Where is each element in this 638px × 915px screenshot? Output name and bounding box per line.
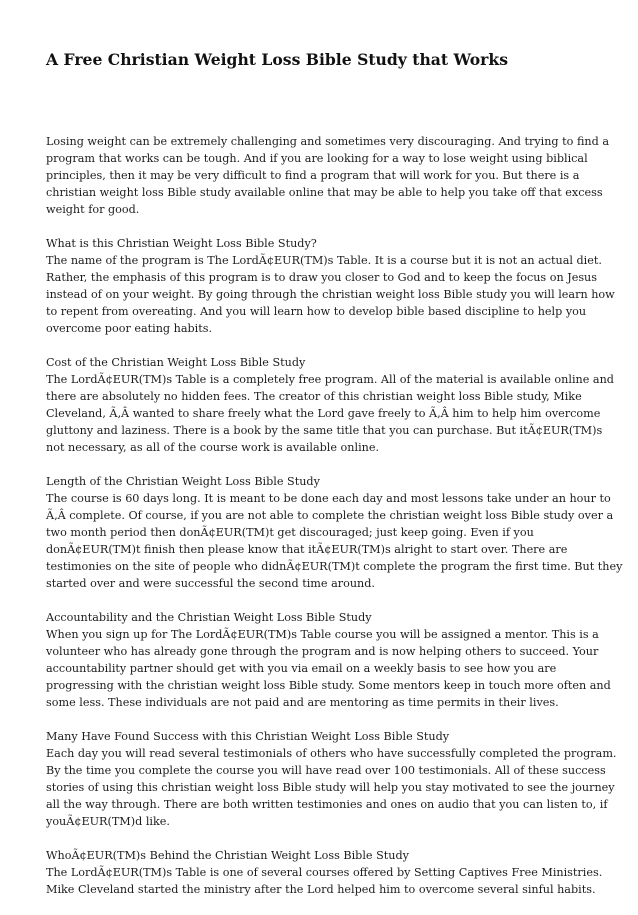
paragraph-line: The LordÃ¢EUR(TM)s Table is one of several courses offered by Setting Captives Free Ministries. xyxy=(46,866,603,879)
section-success xyxy=(46,728,617,830)
section-whos-behind xyxy=(46,847,603,898)
paragraph-line: there are absolutely no hidden fees. The creator of this christian weight loss Bible study, Mike xyxy=(46,390,582,403)
paragraph-line: By the time you complete the course you will have read over 100 testimonials. All of these success xyxy=(46,764,606,777)
paragraph-line: some less. These individuals are not paid and are mentoring as time permits in their lives. xyxy=(46,696,559,709)
paragraph-line: not necessary, as all of the course work is available online. xyxy=(46,441,380,454)
paragraph-line: volunteer who has already gone through the program and is now helping others to succeed. Your xyxy=(46,645,599,658)
section-heading: What is this Christian Weight Loss Bible Study? xyxy=(46,237,317,250)
section-heading: Length of the Christian Weight Loss Bible Study xyxy=(46,475,320,488)
paragraph-line: program that works can be tough. And if you are looking for a way to lose weight using biblical xyxy=(46,152,588,165)
paragraph-line: The course is 60 days long. It is meant to be done each day and most lessons take under an hour to xyxy=(46,492,611,505)
paragraph-line: donÃ¢EUR(TM)t finish then please know that itÃ¢EUR(TM)s alright to start over. There are xyxy=(46,543,568,556)
paragraph-line: overcome poor eating habits. xyxy=(46,322,213,335)
paragraph-line: When you sign up for The LordÃ¢EUR(TM)s Table course you will be assigned a mentor. This is a xyxy=(46,628,599,641)
document-title: A Free Christian Weight Loss Bible Study that Works xyxy=(46,50,508,69)
paragraph-line: two month period then donÃ¢EUR(TM)t get discouraged; just keep going. Even if you xyxy=(46,526,534,539)
intro-paragraph xyxy=(46,133,609,218)
paragraph-line: weight for good. xyxy=(46,203,140,216)
paragraph-line: progressing with the christian weight loss Bible study. Some mentors keep in touch more often and xyxy=(46,679,611,692)
paragraph-line: testimonies on the site of people who didnÃ¢EUR(TM)t complete the program the first time. But they xyxy=(46,560,623,573)
section-length xyxy=(46,473,623,592)
paragraph-line: christian weight loss Bible study available online that may be able to help you take off that excess xyxy=(46,186,603,199)
paragraph-line: stories of using this christian weight loss Bible study will help you stay motivated to see the journey xyxy=(46,781,615,794)
paragraph-line: started over and were successful the second time around. xyxy=(46,577,375,590)
paragraph-line: principles, then it may be very difficult to find a program that will work for you. But there is a xyxy=(46,169,580,182)
paragraph-line: gluttony and laziness. There is a book by the same title that you can purchase. But itÃ¢EUR(TM)s xyxy=(46,424,603,437)
paragraph-line: The LordÃ¢EUR(TM)s Table is a completely free program. All of the material is available online and xyxy=(46,373,614,386)
paragraph-line: Each day you will read several testimonials of others who have successfully completed the program. xyxy=(46,747,617,760)
paragraph-line: instead of on your weight. By going through the christian weight loss Bible study you will learn how xyxy=(46,288,615,301)
section-heading: WhoÃ¢EUR(TM)s Behind the Christian Weight Loss Bible Study xyxy=(46,849,409,862)
paragraph-line: Rather, the emphasis of this program is to draw you closer to God and to keep the focus on Jesus xyxy=(46,271,598,284)
section-what-is xyxy=(46,235,615,337)
paragraph-line: Losing weight can be extremely challenging and sometimes very discouraging. And trying to find a xyxy=(46,135,609,148)
document-body xyxy=(46,133,623,915)
paragraph-line: all the way through. There are both written testimonies and ones on audio that you can listen to, if xyxy=(46,798,608,811)
section-accountability xyxy=(46,609,611,711)
paragraph-line: accountability partner should get with you via email on a weekly basis to see how you are xyxy=(46,662,557,675)
section-heading: Many Have Found Success with this Christian Weight Loss Bible Study xyxy=(46,730,450,743)
section-heading: Accountability and the Christian Weight Loss Bible Study xyxy=(46,611,372,624)
paragraph-line: The name of the program is The LordÃ¢EUR(TM)s Table. It is a course but it is not an actual diet. xyxy=(46,254,602,267)
paragraph-line: Mike Cleveland started the ministry after the Lord helped him to overcome several sinful habits. xyxy=(46,883,596,896)
paragraph-line: Cleveland, Ã‚Â wanted to share freely what the Lord gave freely to Ã‚Â him to help him overcome xyxy=(46,407,601,420)
paragraph-line: to repent from overeating. And you will learn how to develop bible based discipline to help you xyxy=(46,305,587,318)
section-heading: Cost of the Christian Weight Loss Bible Study xyxy=(46,356,306,369)
paragraph-line: youÃ¢EUR(TM)d like. xyxy=(46,815,170,828)
paragraph-line: Ã‚Â complete. Of course, if you are not able to complete the christian weight loss Bible study over a xyxy=(46,509,614,522)
section-cost xyxy=(46,354,614,456)
